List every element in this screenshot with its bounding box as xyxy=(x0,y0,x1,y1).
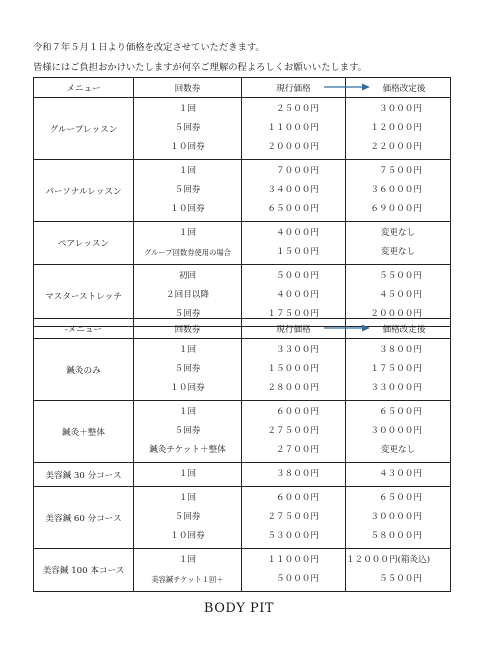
header-current-price: 現行価格 xyxy=(242,319,346,339)
new-price-cell xyxy=(346,463,451,487)
new-price: ５８０００円 xyxy=(370,531,422,541)
new-price: ３６０００円 xyxy=(370,185,422,195)
arrow-right-icon xyxy=(324,324,370,332)
current-price: ７０００円 xyxy=(276,166,319,176)
ticket-option: １回 xyxy=(178,228,197,238)
current-price: ３８００円 xyxy=(276,469,319,479)
current-price-cell xyxy=(242,98,346,160)
new-price: ３００００円 xyxy=(370,512,422,522)
menu-name: グループレッスン xyxy=(34,98,134,160)
new-price-cell xyxy=(346,160,451,222)
menu-name: 美容鍼 30 分コース xyxy=(34,463,134,487)
new-price: ２００００円 xyxy=(370,309,422,319)
notice-line-1: 令和７年５月１日より価格を改定させていただきます。 xyxy=(33,42,265,53)
table-row xyxy=(34,339,451,401)
new-price: ４５００円 xyxy=(379,290,422,300)
new-price: ６５００円 xyxy=(379,493,422,503)
ticket-option-cell xyxy=(134,98,242,160)
table-row xyxy=(34,98,451,160)
current-price: １５００円 xyxy=(276,247,319,257)
header-tickets: 回数券 xyxy=(134,319,242,339)
current-price: ２７００円 xyxy=(276,445,319,455)
current-price: ６０００円 xyxy=(276,493,319,503)
current-price: ６０００円 xyxy=(276,407,319,417)
ticket-option: ５回券 xyxy=(174,123,201,133)
ticket-option: 美容鍼チケット１回＋ xyxy=(151,575,224,584)
current-price: １１０００円 xyxy=(267,555,319,565)
price-table-acupuncture xyxy=(33,318,451,592)
ticket-option: グループ回数券使用の場合 xyxy=(144,248,231,257)
current-price: ６５０００円 xyxy=(267,204,319,214)
new-price-cell xyxy=(346,487,451,549)
ticket-option: ５回券 xyxy=(174,185,201,195)
ticket-option: １０回券 xyxy=(170,204,205,214)
ticket-option-cell xyxy=(134,549,242,592)
ticket-option: １回 xyxy=(178,104,197,114)
ticket-option-cell xyxy=(134,401,242,463)
current-price-cell xyxy=(242,487,346,549)
new-price: ３００００円 xyxy=(370,426,422,436)
current-price-cell xyxy=(242,549,346,592)
menu-name: マスターストレッチ xyxy=(34,265,134,327)
new-price: １７５００円 xyxy=(370,364,422,374)
new-price: ７５００円 xyxy=(379,166,422,176)
current-price: ５０００円 xyxy=(276,271,319,281)
menu-name: 鍼灸のみ xyxy=(34,339,134,401)
header-new-price-label: 価格改定後 xyxy=(382,83,426,94)
price-table-lessons xyxy=(33,77,451,327)
current-price-cell xyxy=(242,339,346,401)
ticket-option: １回 xyxy=(178,407,197,417)
ticket-option: １回 xyxy=(178,469,197,479)
table-row xyxy=(34,222,451,265)
menu-name: 鍼灸＋整体 xyxy=(34,401,134,463)
current-price: １１０００円 xyxy=(267,123,319,133)
new-price-cell xyxy=(346,98,451,160)
ticket-option: １０回券 xyxy=(170,383,205,393)
ticket-option: ５回券 xyxy=(174,512,201,522)
new-price: １２０００円 xyxy=(370,123,422,133)
new-price: １２０００円(箱灸込) xyxy=(346,555,431,565)
new-price-cell xyxy=(346,401,451,463)
ticket-option: ５回券 xyxy=(174,309,201,319)
new-price: 変更なし xyxy=(380,247,416,257)
header-menu: メニュー xyxy=(34,78,134,98)
header-tickets: 回数券 xyxy=(134,78,242,98)
header-new-price xyxy=(346,78,451,98)
notice-line-2: 皆様にはご負担おかけいたしますが何卒ご理解の程よろしくお願いいたします。 xyxy=(33,62,367,73)
new-price: ６５００円 xyxy=(379,407,422,417)
ticket-option: １回 xyxy=(178,345,197,355)
menu-name: 美容鍼 100 本コース xyxy=(34,549,134,592)
ticket-option: ５回券 xyxy=(174,364,201,374)
current-price: ２５００円 xyxy=(276,104,319,114)
header-menu: -メニュー xyxy=(34,319,134,339)
current-price: ４０００円 xyxy=(276,290,319,300)
brand-name: BODY PIT xyxy=(203,601,275,616)
new-price: 変更なし xyxy=(380,445,416,455)
new-price: ２２０００円 xyxy=(370,142,422,152)
current-price: １５０００円 xyxy=(267,364,319,374)
menu-name: 美容鍼 60 分コース xyxy=(34,487,134,549)
table-row xyxy=(34,401,451,463)
new-price: ６９０００円 xyxy=(370,204,422,214)
table-body xyxy=(34,98,451,327)
table-row xyxy=(34,487,451,549)
table-row xyxy=(34,160,451,222)
ticket-option: 鍼灸チケット＋整体 xyxy=(149,445,226,455)
menu-name: ペアレッスン xyxy=(34,222,134,265)
current-price: ５０００円 xyxy=(276,574,319,584)
ticket-option: １０回券 xyxy=(170,142,205,152)
new-price-cell xyxy=(346,549,451,592)
current-price: ２７５００円 xyxy=(267,426,319,436)
current-price: ４０００円 xyxy=(276,228,319,238)
new-price: ５５００円 xyxy=(379,271,422,281)
ticket-option: １回 xyxy=(178,555,197,565)
ticket-option: １０回券 xyxy=(170,531,205,541)
current-price-cell xyxy=(242,401,346,463)
new-price: ３３０００円 xyxy=(370,383,422,393)
ticket-option: 初回 xyxy=(178,271,197,281)
menu-name: パーソナルレッスン xyxy=(34,160,134,222)
ticket-option-cell xyxy=(134,160,242,222)
ticket-option: １回 xyxy=(178,493,197,503)
new-price: ４３００円 xyxy=(379,469,422,479)
ticket-option-cell xyxy=(134,487,242,549)
new-price-cell xyxy=(346,339,451,401)
current-price: ３３００円 xyxy=(276,345,319,355)
current-price-cell xyxy=(242,160,346,222)
header-new-price xyxy=(346,319,451,339)
ticket-option-cell xyxy=(134,463,242,487)
header-current-price: 現行価格 xyxy=(242,78,346,98)
current-price-cell xyxy=(242,463,346,487)
new-price: ３０００円 xyxy=(379,104,422,114)
current-price: １７５００円 xyxy=(267,309,319,319)
table-row xyxy=(34,549,451,592)
ticket-option-cell xyxy=(134,222,242,265)
current-price: ３４０００円 xyxy=(267,185,319,195)
current-price: ２７５００円 xyxy=(267,512,319,522)
new-price-cell xyxy=(346,222,451,265)
arrow-right-icon xyxy=(324,83,370,91)
header-new-price-label: 価格改定後 xyxy=(382,324,426,335)
table-row xyxy=(34,463,451,487)
current-price: ２００００円 xyxy=(267,142,319,152)
new-price: ５５００円 xyxy=(379,574,422,584)
current-price: ２８０００円 xyxy=(267,383,319,393)
new-price: 変更なし xyxy=(380,228,416,238)
ticket-option-cell xyxy=(134,339,242,401)
ticket-option: １回 xyxy=(178,166,197,176)
new-price: ３８００円 xyxy=(379,345,422,355)
ticket-option: ２回目以降 xyxy=(166,290,209,300)
current-price: ５３０００円 xyxy=(267,531,319,541)
ticket-option: ５回券 xyxy=(174,426,201,436)
table-body xyxy=(34,339,451,592)
current-price-cell xyxy=(242,222,346,265)
